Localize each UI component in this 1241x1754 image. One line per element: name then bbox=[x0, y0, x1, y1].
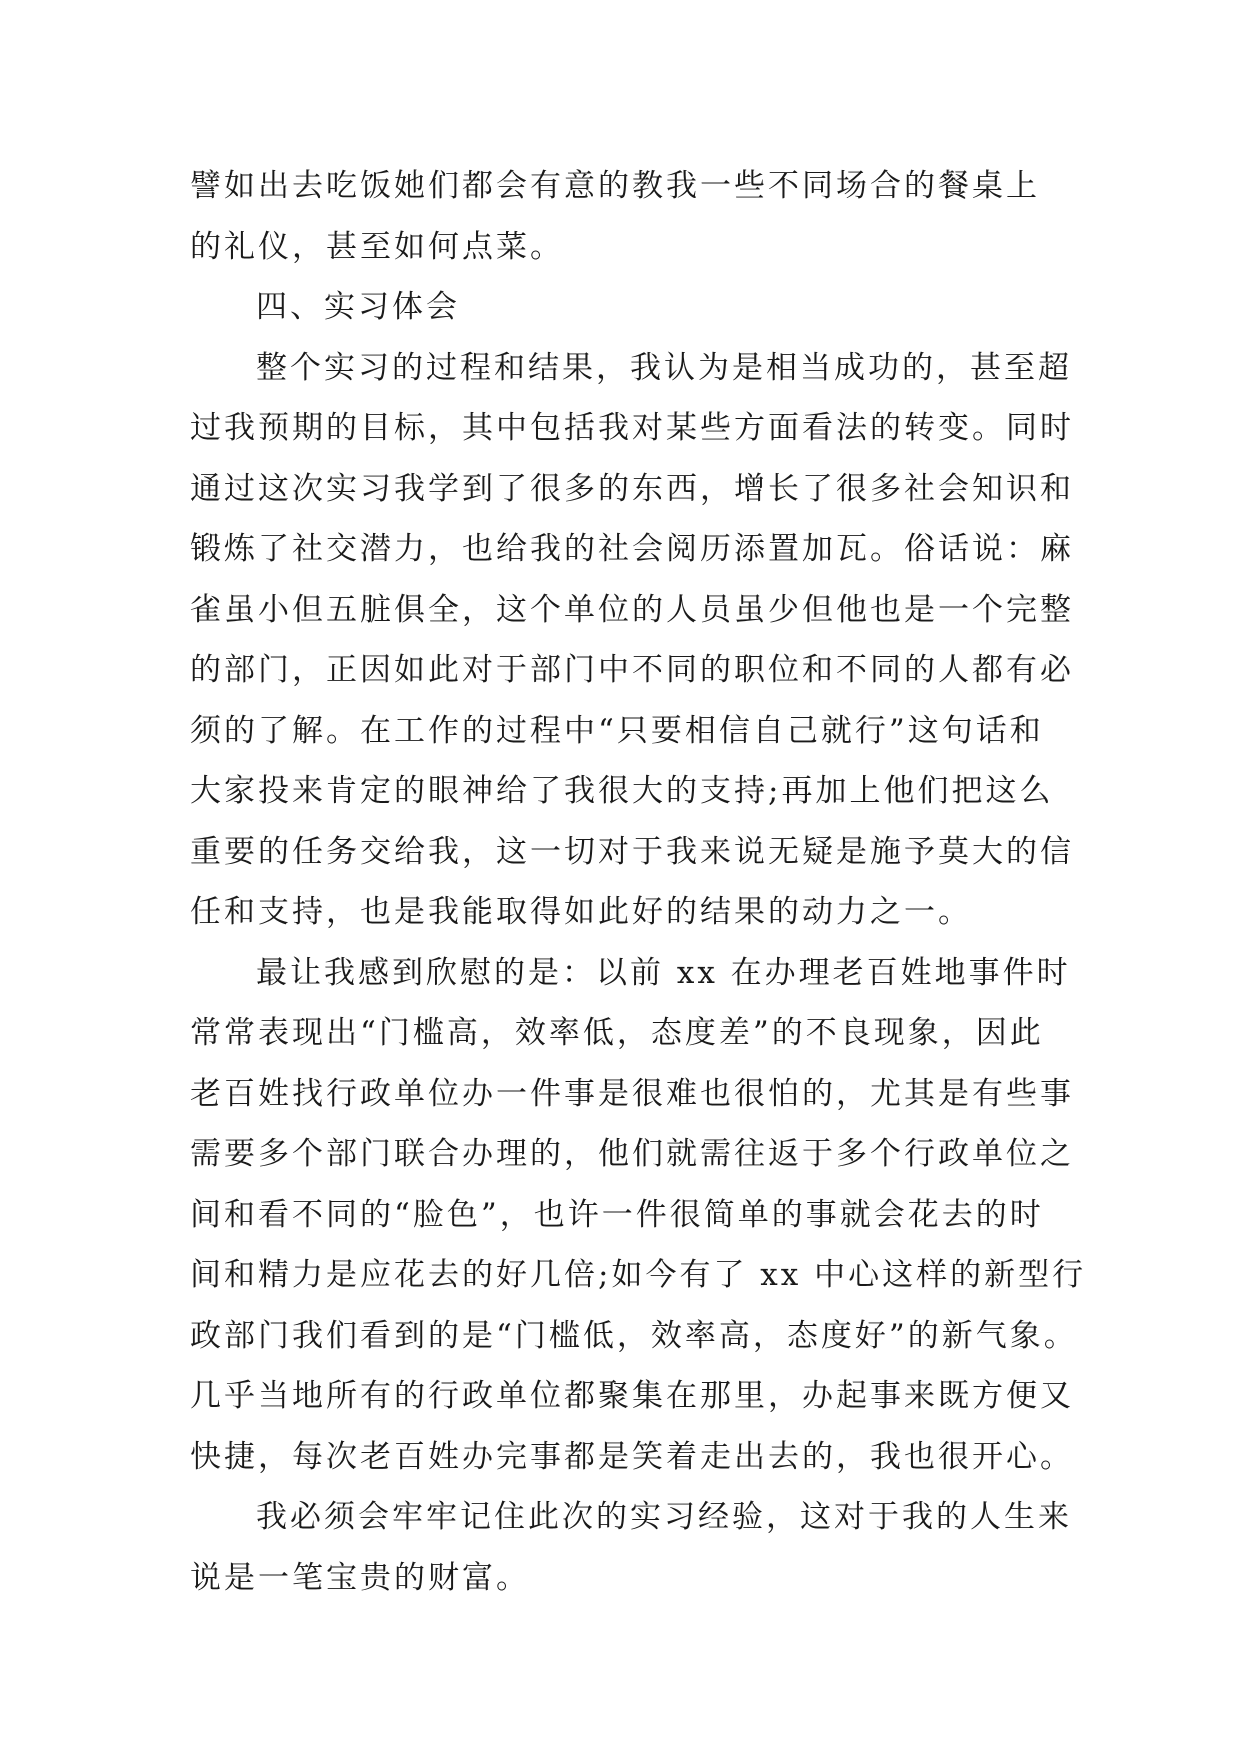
text-line: 需要多个部门联合办理的，他们就需往返于多个行政单位之 bbox=[190, 1136, 1074, 1172]
text-line: 说是一笔宝贵的财富。 bbox=[190, 1559, 530, 1596]
text-line: 常常表现出“门槛高，效率低，态度差”的不良现象，因此 bbox=[190, 1015, 1044, 1051]
text-line: 大家投来肯定的眼神给了我很大的支持;再加上他们把这么 bbox=[190, 773, 1054, 809]
text-line: 的礼仪，甚至如何点菜。 bbox=[190, 228, 564, 265]
text-line: 最让我感到欣慰的是：以前 xx 在办理老百姓地事件时 bbox=[256, 954, 1071, 991]
text-line: 的部门，正因如此对于部门中不同的职位和不同的人都有必 bbox=[190, 652, 1074, 688]
text-line: 重要的任务交给我，这一切对于我来说无疑是施予莫大的信 bbox=[190, 833, 1074, 870]
text-line: 任和支持，也是我能取得如此好的结果的动力之一。 bbox=[190, 894, 972, 930]
text-line: 几乎当地所有的行政单位都聚集在那里，办起事来既方便又 bbox=[190, 1378, 1074, 1414]
text-line: 快捷，每次老百姓办完事都是笑着走出去的，我也很开心。 bbox=[190, 1438, 1074, 1475]
text-line: 老百姓找行政单位办一件事是很难也很怕的，尤其是有些事 bbox=[190, 1075, 1074, 1112]
text-line: 四、实习体会 bbox=[256, 289, 460, 325]
text-line: 我必须会牢牢记住此次的实习经验，这对于我的人生来 bbox=[256, 1499, 1072, 1535]
text-line: 譬如出去吃饭她们都会有意的教我一些不同场合的餐桌上 bbox=[190, 168, 1040, 204]
text-line: 雀虽小但五脏俱全，这个单位的人员虽少但他也是一个完整 bbox=[190, 591, 1074, 628]
text-line: 政部门我们看到的是“门槛低，效率高，态度好”的新气象。 bbox=[190, 1317, 1078, 1354]
text-line: 锻炼了社交潜力，也给我的社会阅历添置加瓦。俗话说：麻 bbox=[190, 531, 1074, 567]
text-line: 间和精力是应花去的好几倍;如今有了 xx 中心这样的新型行 bbox=[190, 1257, 1087, 1293]
text-line: 过我预期的目标，其中包括我对某些方面看法的转变。同时 bbox=[190, 410, 1074, 446]
text-line: 间和看不同的“脸色”，也许一件很简单的事就会花去的时 bbox=[190, 1196, 1044, 1233]
text-line: 须的了解。在工作的过程中“只要相信自己就行”这句话和 bbox=[190, 712, 1044, 749]
text-line: 整个实习的过程和结果，我认为是相当成功的，甚至超 bbox=[256, 349, 1072, 386]
document-body bbox=[190, 156, 1087, 1608]
text-line: 通过这次实习我学到了很多的东西，增长了很多社会知识和 bbox=[190, 470, 1074, 507]
